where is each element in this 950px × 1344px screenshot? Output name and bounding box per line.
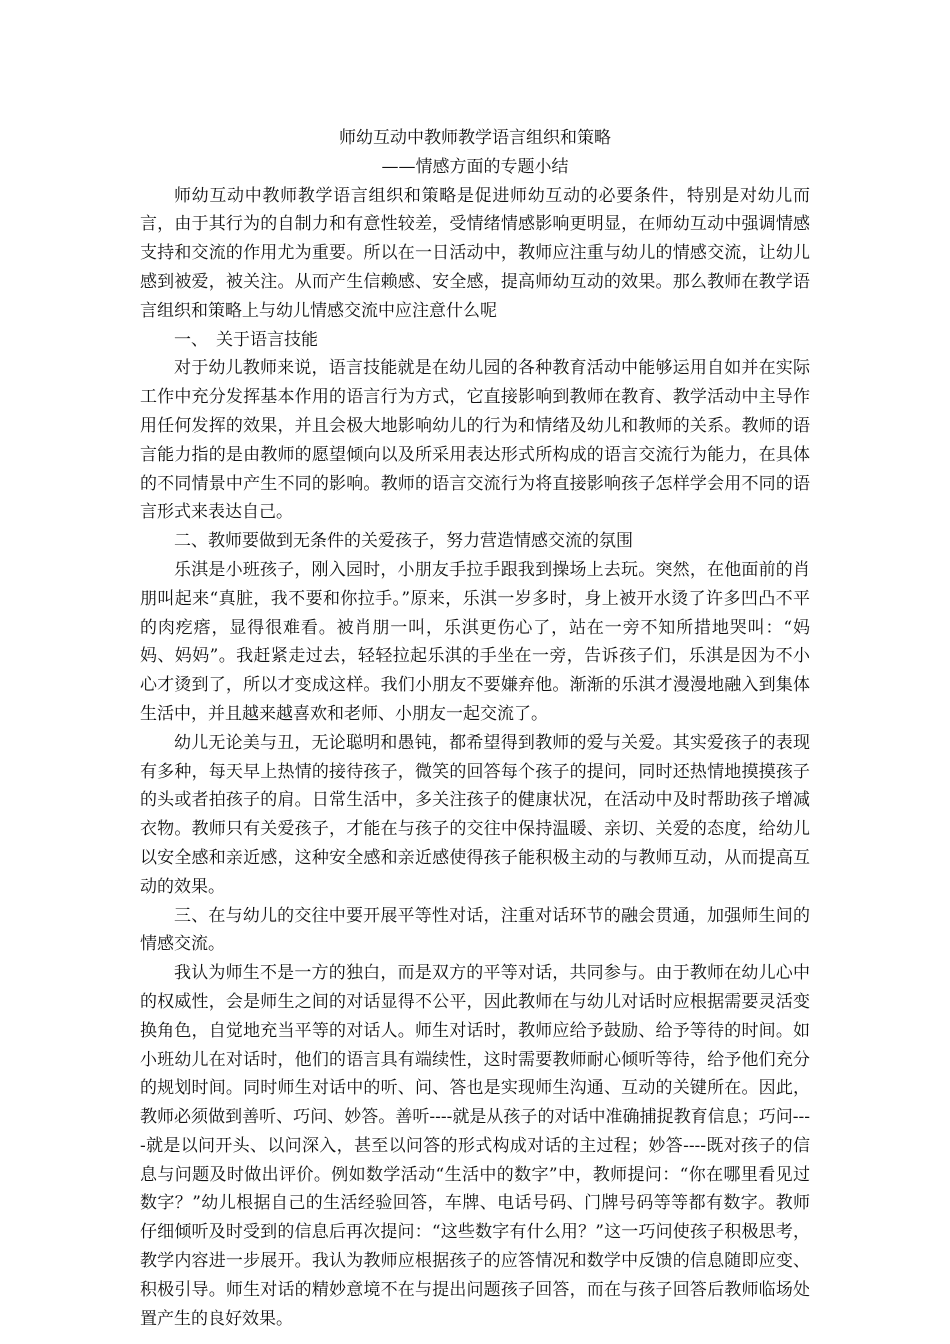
document-title: 师幼互动中教师教学语言组织和策略 xyxy=(339,128,611,148)
section-2-heading: 二、教师要做到无条件的关爱孩子，努力营造情感交流的氛围 xyxy=(174,531,633,552)
section-2-paragraph: 乐淇是小班孩子，刚入园时，小朋友手拉手跟我到操场上去玩。突然，在他面前的肖朋叫起来“真脏，我不要和你拉手。”原来，乐淇一岁多时，身上被开水烫了许多凹凸不平的肉疙瘩，显得很难看。被肖朋一叫，乐淇更伤心了，站在一旁不知所措地哭叫：“妈妈、妈妈”。我赶紧走过去，轻轻拉起乐淇的手坐在一旁，告诉孩子们，乐淇是因为不小心才烫到了，所以才变成这样。我们小朋友不要嫌弃他。渐渐的乐淇才漫漫地融入到集体生活中，并且越来越喜欢和老师、小朋友一起交流了。 xyxy=(140,559,810,724)
section-1-heading xyxy=(140,326,810,355)
section-1-number: 一、 xyxy=(174,329,208,350)
section-1-title: 关于语言技能 xyxy=(216,329,318,350)
section-3-heading: 三、在与幼儿的交往中要开展平等性对话，注重对话环节的融会贯通，加强师生间的情感交流。 xyxy=(140,905,810,955)
section-2-paragraph: 幼儿无论美与丑，无论聪明和愚钝，都希望得到教师的爱与关爱。其实爱孩子的表现有多种，每天早上热情的接待孩子，微笑的回答每个孩子的提问，同时还热情地摸摸孩子的头或者拍孩子的肩。日常生活中，多关注孩子的健康状况，在活动中及时帮助孩子增减衣物。教师只有关爱孩子，才能在与孩子的交往中保持温暖、亲切、关爱的态度，给幼儿以安全感和亲近感，这种安全感和亲近感使得孩子能积极主动的与教师互动，从而提高互动的效果。 xyxy=(140,732,810,897)
section-1-paragraph: 对于幼儿教师来说，语言技能就是在幼儿园的各种教育活动中能够运用自如并在实际工作中充分发挥基本作用的语言行为方式，它直接影响到教师在教育、教学活动中主导作用任何发挥的效果，并且会极大地影响幼儿的行为和情绪及幼儿和教师的关系。教师的语言能力指的是由教师的愿望倾向以及所采用表达形式所构成的语言交流行为能力，在具体的不同情景中产生不同的影响。教师的语言交流行为将直接影响孩子怎样学会用不同的语言形式来表达自己。 xyxy=(140,358,810,523)
document-subtitle: ——情感方面的专题小结 xyxy=(381,156,569,177)
document-body xyxy=(140,120,810,1333)
intro-paragraph: 师幼互动中教师教学语言组织和策略是促进师幼互动的必要条件，特别是对幼儿而言，由于其行为的自制力和有意性较差，受情绪情感影响更明显，在师幼互动中强调情感支持和交流的作用尤为重要。所以在一日活动中，教师应注重与幼儿的情感交流，让幼儿感到被爱，被关注。从而产生信赖感、安全感，提高师幼互动的效果。那么教师在教学语言组织和策略上与幼儿情感交流中应注意什么呢 xyxy=(140,185,810,321)
section-3-paragraph: 我认为师生不是一方的独白，而是双方的平等对话，共同参与。由于教师在幼儿心中的权威性，会是师生之间的对话显得不公平，因此教师在与幼儿对话时应根据需要灵活变换角色，自觉地充当平等的对话人。师生对话时，教师应给予鼓励、给予等待的时间。如小班幼儿在对话时，他们的语言具有端续性，这时需要教师耐心倾听等待，给予他们充分的规划时间。同时师生对话中的听、问、答也是实现师生沟通、互动的关键所在。因此，教师必须做到善听、巧问、妙答。善听----就是从孩子的对话中准确捕捉教育信息；巧问----就是以问开头、以问深入，甚至以问答的形式构成对话的主过程；妙答----既对孩子的信息与问题及时做出评价。例如数学活动“生活中的数字”中，教师提问：“你在哪里看见过数字？”幼儿根据自己的生活经验回答，车牌、电话号码、门牌号码等等都有数字。教师仔细倾听及时受到的信息后再次提问：“这些数字有什么用？”这一巧问使孩子积极思考，教学内容进一步展开。我认为教师应根据孩子的应答情况和数学中反馈的信息随即应变、积极引导。师生对话的精妙意境不在与提出问题孩子回答，而在与孩子回答后教师临场处置产生的良好效果。 xyxy=(140,963,810,1329)
